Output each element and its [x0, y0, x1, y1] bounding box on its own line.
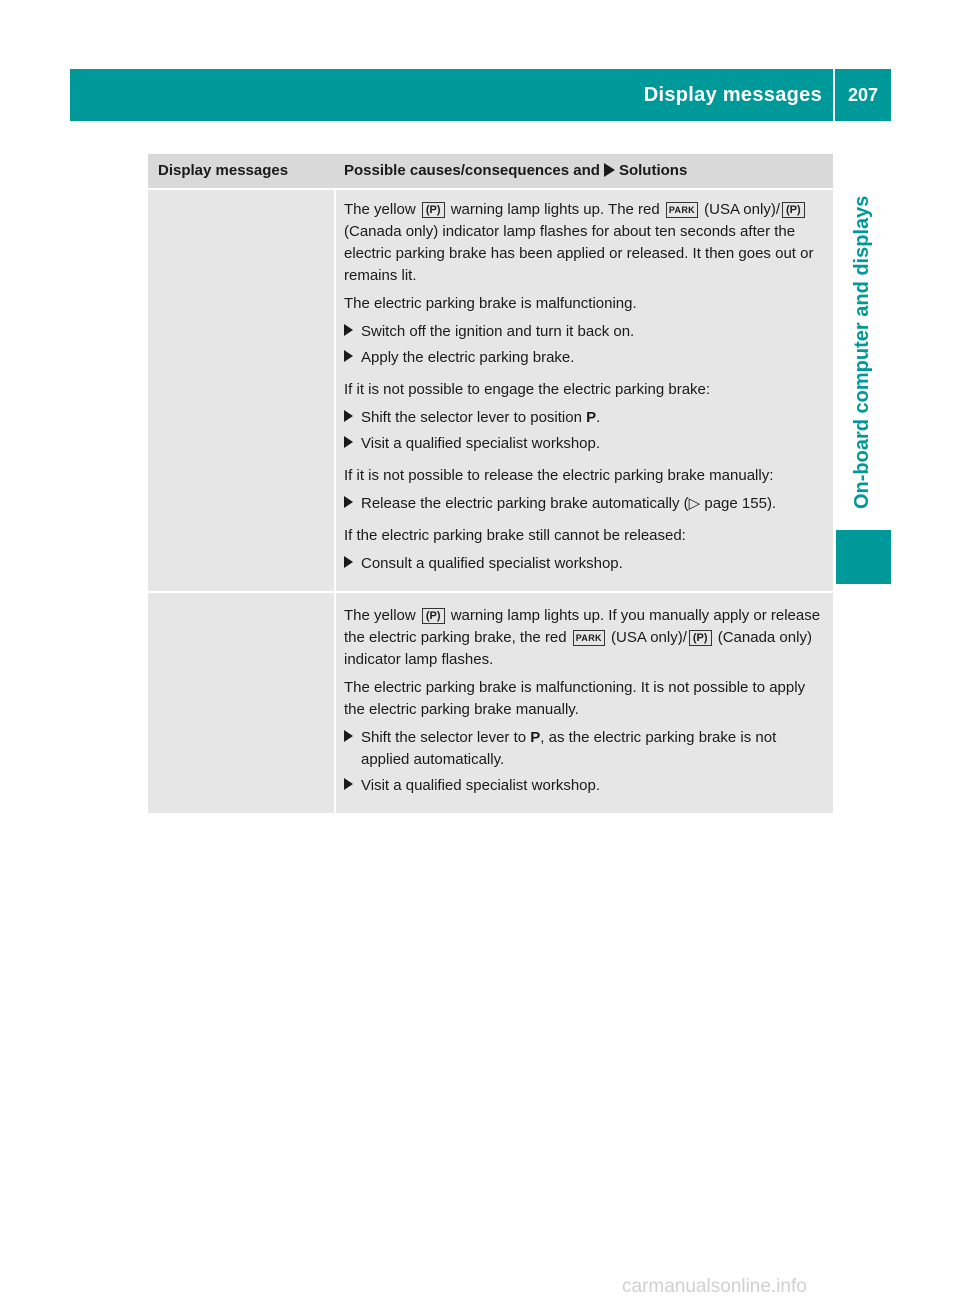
paragraph: The yellow (P) warning lamp lights up. The red PARK (USA only)/ (P) (Canada only) indicator lamp flashes for about ten seconds after the electric parking brake has been applied or released. It then goes out or remains lit. [344, 201, 814, 284]
step-arrow-icon [344, 407, 361, 429]
step-arrow-icon [344, 553, 361, 575]
col2-header-text: Possible causes/consequences and [344, 162, 600, 179]
page-ref-icon: ▷ [688, 495, 701, 512]
table-row [148, 593, 833, 813]
brake-warning-icon: (P) [422, 608, 445, 624]
brake-warning-icon: (P) [782, 202, 805, 218]
header-bar [70, 69, 891, 121]
side-tab [836, 121, 891, 561]
list-item: Release the electric parking brake automatically (▷ page 155). [344, 493, 827, 515]
table-header [148, 154, 833, 188]
park-icon: PARK [666, 202, 698, 218]
page-reference-link[interactable]: page 155). [704, 495, 777, 512]
step-arrow-icon [344, 347, 361, 369]
display-messages-table [148, 154, 833, 813]
list-item: Visit a qualified specialist workshop. [344, 775, 827, 797]
step-arrow-icon [344, 775, 361, 797]
table-row [148, 190, 833, 591]
paragraph: The electric parking brake is malfunctioning. [344, 295, 637, 312]
side-tab-block [836, 530, 891, 584]
solutions-arrow-icon [604, 163, 615, 177]
list-item: Consult a qualified specialist workshop. [344, 553, 827, 575]
paragraph: If it is not possible to release the electric parking brake manually: [344, 467, 774, 484]
col2-header [336, 154, 833, 188]
solution-cell [336, 190, 833, 591]
side-tab-label: On-board computer and displays [851, 195, 873, 509]
paragraph: The electric parking brake is malfunctioning. It is not possible to apply the electric parking brake manually. [344, 679, 806, 718]
watermark: carmanualsonline.info [622, 1276, 807, 1297]
paragraph: If the electric parking brake still cannot be released: [344, 527, 686, 544]
brake-warning-icon: (P) [422, 202, 445, 218]
page-number: 207 [847, 84, 879, 105]
paragraph: If it is not possible to engage the electric parking brake: [344, 381, 711, 398]
brake-warning-icon: (P) [689, 630, 712, 646]
col1-header: Display messages [158, 162, 289, 179]
list-item: Shift the selector lever to position P. [344, 407, 827, 429]
list-item: Shift the selector lever to P, as the electric parking brake is not applied automatically. [344, 727, 827, 771]
step-arrow-icon [344, 493, 361, 515]
step-arrow-icon [344, 433, 361, 455]
solution-cell [336, 593, 833, 813]
list-item: Apply the electric parking brake. [344, 347, 827, 369]
list-item: Visit a qualified specialist workshop. [344, 433, 827, 455]
col2-header-solutions: Solutions [618, 162, 688, 179]
list-item: Switch off the ignition and turn it back on. [344, 321, 827, 343]
message-cell [148, 190, 336, 591]
paragraph: The yellow (P) warning lamp lights up. If you manually apply or release the electric parking brake, the red PARK (USA only)/ (P) (Canada only) indicator lamp flashes. [344, 607, 821, 668]
section-title: Display messages [643, 83, 822, 106]
park-icon: PARK [573, 630, 605, 646]
message-cell [148, 593, 336, 813]
step-arrow-icon [344, 727, 361, 771]
step-arrow-icon [344, 321, 361, 343]
